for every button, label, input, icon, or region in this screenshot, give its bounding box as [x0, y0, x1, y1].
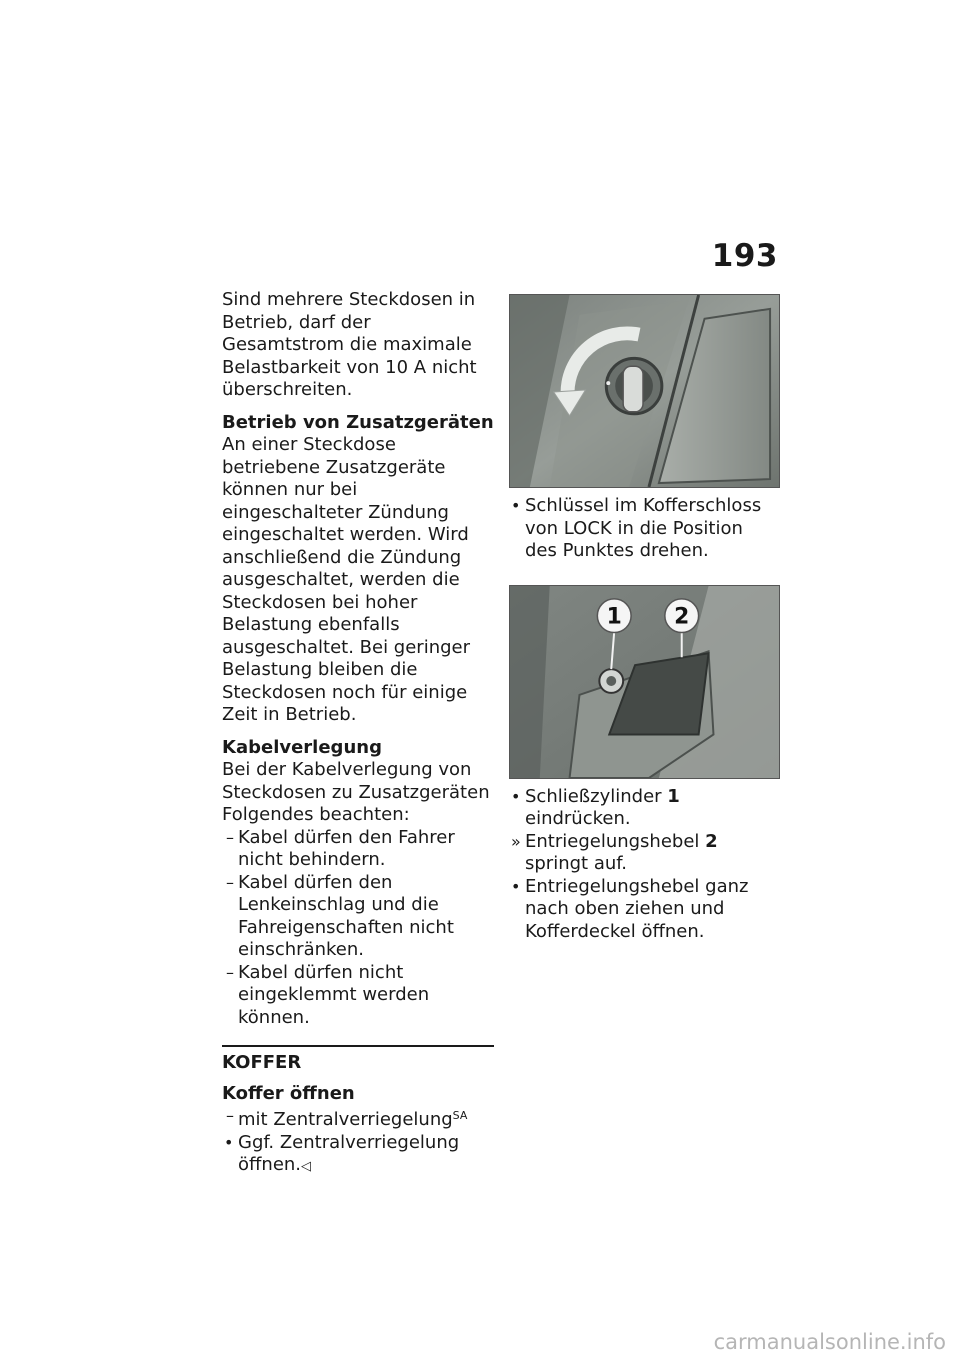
- result-marker: »: [511, 831, 521, 851]
- cable-item-text: Kabel dürfen nicht eingeklemmt werden können.: [238, 961, 430, 1028]
- lock-cylinder-photo: [509, 585, 780, 779]
- step-text: Entriegelungshebel ganz nach oben ziehen und Kofferdeckel öffnen.: [525, 875, 749, 942]
- operation-paragraph: An einer Steckdose betriebene Zusatzgeräte können nur bei eingeschalteter Zündung eingeschaltet werden. Wird anschließend die Zündung ausgeschaltet, werden die Steckdosen bei hoher Belastung ebenfalls ausgeschaltet. Bei geringer Belastung bleiben die Steckdosen noch für einige Zeit in Betrieb.: [222, 434, 471, 725]
- section-title: KOFFER: [222, 1052, 302, 1073]
- cable-list-item: [222, 827, 494, 872]
- open-heading: Koffer öffnen: [222, 1082, 355, 1104]
- callout-2: 2: [674, 604, 690, 630]
- cable-item-text: Kabel dürfen den Lenkeinschlag und die Fahreigenschaften nicht einschränken.: [238, 871, 454, 960]
- callout-1: 1: [606, 604, 622, 630]
- step-text-post: eindrücken.: [525, 808, 631, 829]
- step-item: [509, 876, 780, 944]
- bullet-marker: •: [511, 786, 521, 806]
- cable-heading: Kabelverlegung: [222, 736, 382, 758]
- left-column: [222, 289, 494, 1179]
- dash-marker: –: [226, 827, 234, 847]
- cable-item-text: Kabel dürfen den Fahrer nicht behindern.: [238, 826, 455, 870]
- page-number: 193: [711, 238, 778, 274]
- dash-marker: –: [226, 872, 234, 892]
- result-text-pre: Entriegelungshebel: [525, 830, 700, 852]
- step-text: Ggf. Zentralverriegelung öffnen.: [238, 1131, 460, 1175]
- key-lock-photo: [509, 294, 780, 488]
- step-text-pre: Schließzylinder: [525, 785, 662, 807]
- bullet-marker: •: [224, 1132, 234, 1152]
- special-equipment-mark: SA: [452, 1109, 468, 1122]
- cable-list-item: [222, 872, 494, 962]
- cable-intro: Bei der Kabelverlegung von Steckdosen zu Zusatzgeräten Folgendes beachten:: [222, 759, 490, 825]
- section-divider: [222, 1045, 494, 1047]
- bullet-marker: •: [511, 876, 521, 896]
- intro-paragraph: Sind mehrere Steckdosen in Betrieb, darf der Gesamtstrom die maximale Belastbarkeit von 10 A nicht überschreiten.: [222, 289, 477, 400]
- step-item: [509, 786, 780, 831]
- watermark: carmanualsonline.info: [713, 1330, 946, 1354]
- step-ref-number: 1: [667, 785, 680, 807]
- condition-text: mit Zentralverriegelung: [238, 1109, 453, 1130]
- right-column: [509, 294, 780, 943]
- end-mark-icon: ◁: [301, 1159, 312, 1174]
- step-item: [222, 1132, 494, 1179]
- step-text: Schlüssel im Kofferschloss von LOCK in die Position des Punktes drehen.: [525, 495, 762, 561]
- condition-item: [222, 1105, 494, 1132]
- operation-heading: Betrieb von Zusatzgeräten: [222, 411, 494, 433]
- result-text-post: springt auf.: [525, 853, 628, 874]
- cable-list-item: [222, 962, 494, 1030]
- result-ref-number: 2: [705, 830, 718, 852]
- result-item: [509, 831, 780, 876]
- bullet-marker: •: [511, 496, 521, 515]
- dash-marker: –: [226, 962, 234, 982]
- step-item: [509, 495, 780, 563]
- dash-marker: –: [226, 1106, 234, 1125]
